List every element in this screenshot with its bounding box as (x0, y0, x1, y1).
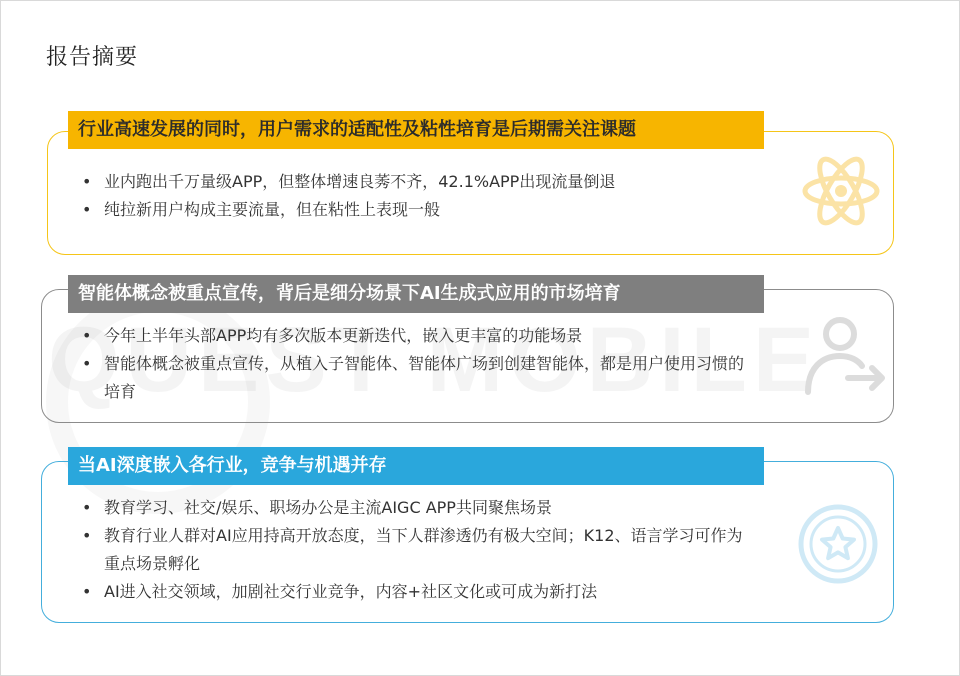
section-3-heading: 当AI深度嵌入各行业，竞争与机遇并存 (68, 447, 764, 485)
bullet-item: • 智能体概念被重点宣传，从植入子智能体、智能体广场到创建智能体，都是用户使用习惯的培育 (76, 350, 756, 406)
page-title: 报告摘要 (46, 45, 139, 70)
star-badge-icon (796, 502, 880, 586)
bullet-item: • 业内跑出千万量级APP，但整体增速良莠不齐，42.1%APP出现流量倒退 (76, 168, 756, 196)
bullet-item: • AI进入社交领域，加剧社交行业竞争，内容+社区文化或可成为新打法 (76, 578, 756, 606)
bullet-item: • 教育学习、社交/娱乐、职场办公是主流AIGC APP共同聚焦场景 (76, 494, 756, 522)
atom-icon (800, 150, 882, 232)
section-2-bullets (76, 322, 756, 406)
section-2-heading: 智能体概念被重点宣传，背后是细分场景下AI生成式应用的市场培育 (68, 275, 764, 313)
bullet-item: • 纯拉新用户构成主要流量，但在粘性上表现一般 (76, 196, 756, 224)
section-1-heading: 行业高速发展的同时，用户需求的适配性及粘性培育是后期需关注课题 (68, 111, 764, 149)
section-3-bullets (76, 494, 756, 606)
section-1-bullets (76, 168, 756, 224)
bullet-item: • 今年上半年头部APP均有多次版本更新迭代，嵌入更丰富的功能场景 (76, 322, 756, 350)
bullet-item: • 教育行业人群对AI应用持高开放态度，当下人群渗透仍有极大空间；K12、语言学习可作为重点场景孵化 (76, 522, 756, 578)
user-transfer-icon (800, 312, 890, 398)
